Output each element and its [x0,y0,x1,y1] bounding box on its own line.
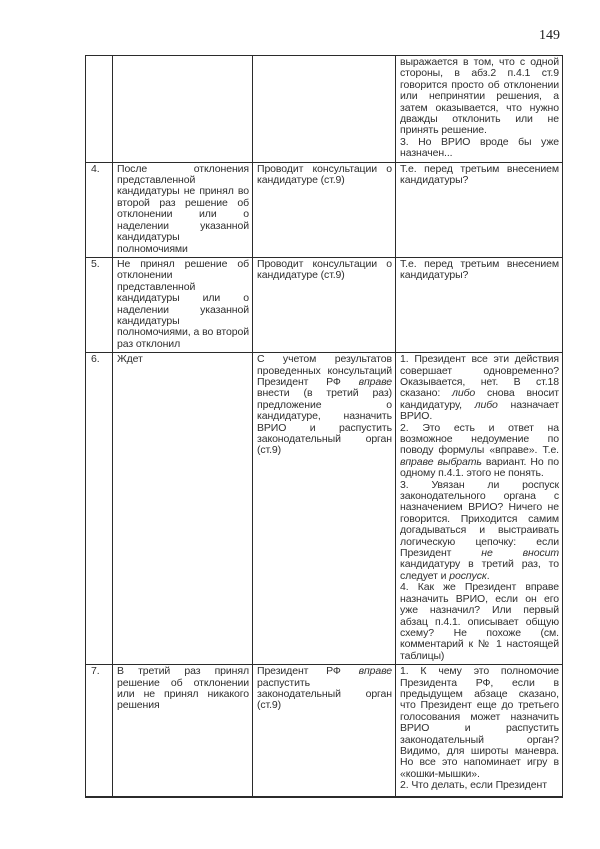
text-segment: 1. Президент все эти действия совершает одновременно? Оказывается, нет. В ст.18 сказано: [400,353,559,400]
table-row [86,353,563,665]
table-cell [396,665,563,797]
text-segment: вправе выбрать [400,455,482,468]
text-segment: Т.е. перед третьим внесением кандидатуры? [400,162,559,187]
paragraph [400,423,559,480]
text-segment: С учетом результатов проведенных консультаций Президент РФ [257,353,392,388]
paragraph [400,666,559,780]
text-segment: Проводит консультации о кандидатуре (ст.9) [257,257,392,282]
text-segment: роспуск [449,569,487,582]
text-segment: 4. Как же Президент вправе назначить ВРИО, если он его уже назначил? Или первый абзац п.4.1. описывает общую схему? Не похоже (см. комментарий к № 1 настоящей таблицы) [400,581,559,662]
text-segment: 2. Это есть и ответ на возможное недоумение по поводу формулы «вправе». Т.е. [400,421,559,457]
document-table [85,55,563,798]
table-cell [253,353,396,665]
paragraph [257,259,392,282]
paragraph [400,480,559,583]
paragraph [117,259,249,350]
table-cell [253,257,396,352]
text-segment: кандидатуру в третий раз, то следует и [400,558,559,582]
text-segment: вправе [358,665,392,678]
table-cell [113,257,253,352]
paragraph [400,780,559,791]
table-cell [253,665,396,797]
table-row [86,257,563,352]
text-segment: распустить законодательный орган (ст.9) [257,676,392,712]
table-cell [253,56,396,163]
text-segment: Президент РФ [257,665,359,678]
table-cell [396,56,563,163]
row-number-cell [86,56,113,163]
row-number-cell: 4. [86,162,113,257]
paragraph [257,164,392,187]
paragraph [400,259,559,282]
paragraph [257,666,392,712]
table-cell [113,353,253,665]
paragraph [400,354,559,422]
text-segment: вправе [358,375,392,388]
paragraph [400,57,559,137]
table-cell [396,257,563,352]
text-segment: . [486,569,490,582]
row-number-cell: 5. [86,257,113,352]
table-cell [113,56,253,163]
table-cell [113,665,253,797]
text-segment: Проводит консультации о кандидатуре (ст.9) [257,162,392,187]
text-segment: назначает ВРИО. [400,398,559,423]
text-segment: 3. Но ВРИО вроде бы уже назначен... [400,135,559,160]
text-segment: В третий раз принял решение об отклонении или не принял никакого решения [117,665,249,712]
text-segment: Ждет [117,353,143,366]
text-segment: выражается в том, что с одной стороны, в абз.2 п.4.1 ст.9 говорится просто об отклонении или непринятии решения, а затем оказывается, что нужно дважды отклонить или не принять решение. [400,56,559,137]
row-number-cell: 6. [86,353,113,665]
text-segment: 2. Что делать, если Президент [400,779,547,792]
table-cell [396,353,563,665]
paragraph [117,666,249,712]
text-segment: После отклонения представленной кандидатуры не принял во второй раз решение об отклонении или о наделении указанной кандидатуры полномочиями [117,162,249,255]
table-cell [113,162,253,257]
table-row [86,162,563,257]
text-segment: 1. К чему это полномочие Президента РФ, если в предыдущем абзаце сказано, что Президент еще до третьего голосования может назначить ВРИО и распустить законодательный орган? Видимо, для широты маневра. Но все это напоминает игру в «кошки-мышки». [400,665,559,780]
text-segment: вариант. Но по одному п.4.1. этого не понять. [400,455,560,480]
text-segment: либо [474,398,498,411]
page-number: 149 [539,28,560,43]
text-segment: либо [452,387,476,400]
paragraph [117,354,249,365]
table-row [86,56,563,163]
paragraph [400,137,559,160]
paragraph [117,164,249,255]
text-segment: внести (в третий раз) предложение о кандидатуре, назначить ВРИО и распустить законодательный орган (ст.9) [257,387,392,457]
table-body [86,56,563,797]
text-segment: Не принял решение об отклонении представленной кандидатуры или о наделении указанной кандидатуры полномочиями, а во второй раз отклонил [117,257,249,350]
paragraph [257,354,392,457]
table-row [86,665,563,797]
paragraph [400,582,559,662]
table-cell [253,162,396,257]
paragraph [400,164,559,187]
row-number-cell: 7. [86,665,113,797]
table-cell [396,162,563,257]
text-segment: не вносит [481,547,559,560]
text-segment: Т.е. перед третьим внесением кандидатуры? [400,257,559,282]
text-segment: 3. Увязан ли роспуск законодательного органа с назначением ВРИО? Ничего не говорится. Приходится самим догадываться и выстраивать логическую цепочку: если Президент [400,478,559,560]
text-segment: снова вносит кандидатуру, [400,387,559,411]
